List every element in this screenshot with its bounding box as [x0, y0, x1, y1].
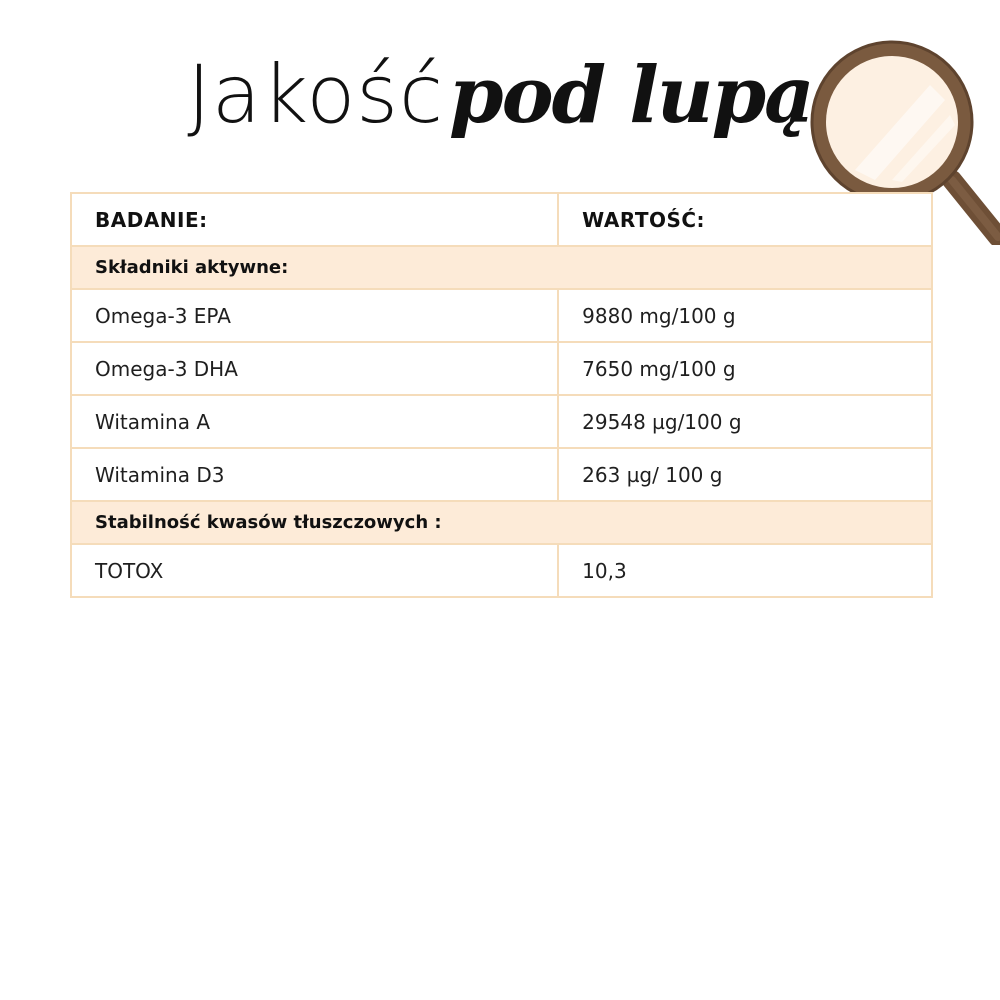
table-header-row — [71, 193, 932, 246]
section-title: Stabilność kwasów tłuszczowych : — [71, 501, 932, 544]
row-name-cell: Omega-3 EPA — [71, 289, 558, 342]
title-light-part: Jakość — [187, 48, 444, 141]
row-name-cell: Witamina D3 — [71, 448, 558, 501]
table-row — [71, 544, 932, 597]
row-name-cell: Omega-3 DHA — [71, 342, 558, 395]
row-value-cell: 263 µg/ 100 g — [558, 448, 932, 501]
section-title: Składniki aktywne: — [71, 246, 932, 289]
section-row-fatty-acid-stability — [71, 501, 932, 544]
section-row-active-ingredients — [71, 246, 932, 289]
row-value-cell: 7650 mg/100 g — [558, 342, 932, 395]
table-row — [71, 448, 932, 501]
title-bold-part: pod lupą — [449, 50, 813, 141]
row-value-cell: 10,3 — [558, 544, 932, 597]
row-name-cell: Witamina A — [71, 395, 558, 448]
table-row — [71, 395, 932, 448]
header-value-cell: WARTOŚĆ: — [558, 193, 932, 246]
row-value-cell: 29548 µg/100 g — [558, 395, 932, 448]
row-name-cell: TOTOX — [71, 544, 558, 597]
header-name-cell: BADANIE: — [71, 193, 558, 246]
table-row — [71, 289, 932, 342]
results-table — [70, 192, 933, 598]
row-value-cell: 9880 mg/100 g — [558, 289, 932, 342]
table-row — [71, 342, 932, 395]
